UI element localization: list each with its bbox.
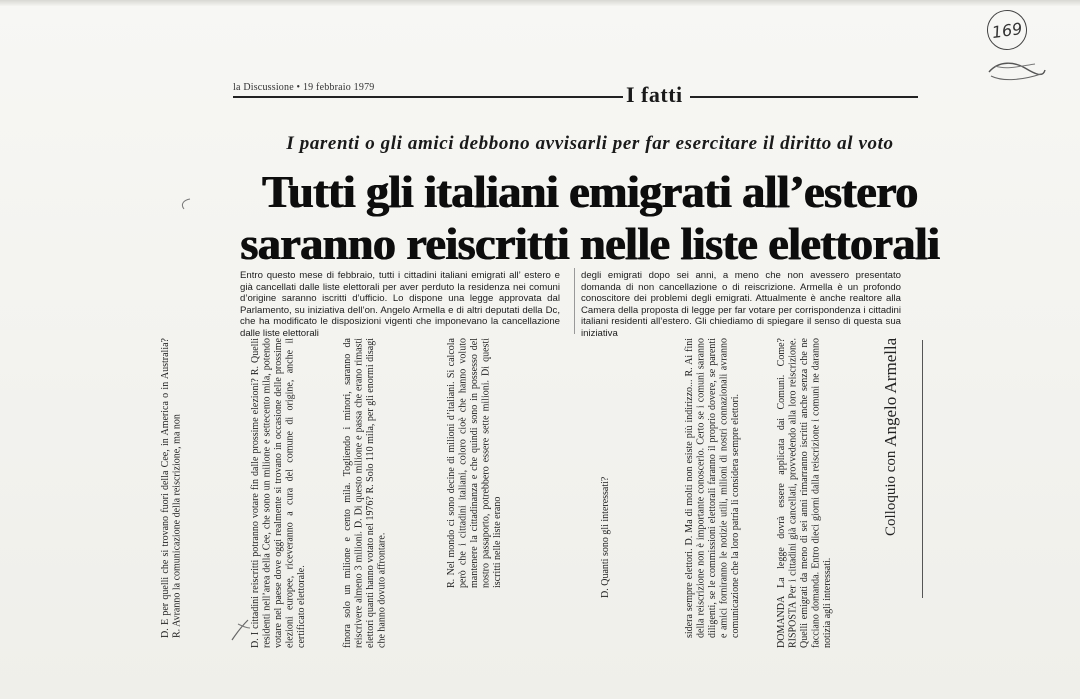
masthead-rule-left <box>233 96 623 98</box>
publication-dateline: la Discussione • 19 febbraio 1979 <box>233 82 375 93</box>
interview-prefix: Colloquio con <box>883 450 899 537</box>
article-kicker: I parenti o gli amici debbono avvisarli per far esercitare il diritto al voto <box>286 133 894 154</box>
interview-column-5: D. Quanti sono gli interessati? <box>600 476 611 598</box>
interview-column-6: sidera sempre elettori. D. Ma di molti non esiste più indirizzo... R. Ai fini della reiscrizione non è importante conoscerlo. Certo se i comuni saranno diligenti, se le commissioni elettorali faranno il proprio dovere, se parenti e amici forniranno le notizie utili, milioni di nostri connazionali avranno comunicazione che la loro patria li considera sempre elettori. <box>684 338 741 638</box>
headline-line-2: saranno reiscritti nelle liste elettorali <box>240 218 940 269</box>
interview-column-4: R. Nel mondo ci sono decine di milioni d’italiani. Si calcola però che i cittadini italiani, coloro cioè che hanno voluto mantenere la cittadinanza e che quindi sono in possesso del nostro passaporto, potrebbero essere sette milioni. Di questi iscritti nelle liste erano <box>446 338 503 588</box>
interview-byline-rule <box>922 340 923 598</box>
handwritten-scribble-icon <box>985 56 1049 86</box>
interview-column-7: DOMANDA La legge dovrà essere applicata dai Comuni. Come? RISPOSTA Per i cittadini già cancellati, provvedendo alla loro reiscrizione. Quelli emigrati da meno di sei anni rimarranno iscritti anche senza che ne facciano domanda. Entro dieci giorni dalla reiscrizione i comuni ne daranno notizia agli interessati. <box>776 338 833 648</box>
lead-paragraph-right: degli emigrati dopo sei anni, a meno che non avessero presentato domanda di non cancellazione o di reiscrizione. Armella è un profondo conoscitore dei problemi degli emigrati. Attualmente è anche realtore alla Camera della proposta di legge per far votare per corrispondenza i cittadini italiani residenti all’estero. Gli chiediamo di spiegare il senso di questa sua iniziativa <box>581 270 901 339</box>
interview-byline <box>882 338 916 596</box>
interview-column-2: D. I cittadini reiscritti potranno votare fin dalle prossime elezioni? R. Quelli residenti nell’area della Cee, che sono un milione e settecento mila, potendo votare nel paese dove oggi realmente si trovano in occasione delle prossime elezioni europee, riceveranno a cura del comune di origine, anche il certificato elettorale. <box>250 338 307 648</box>
lead-column-divider <box>574 268 575 334</box>
pen-stroke-icon <box>228 616 252 644</box>
section-title: I fatti <box>626 82 683 107</box>
interviewee-name: Angelo Armella <box>881 338 900 448</box>
masthead-rule-right <box>690 96 918 98</box>
article-headline <box>150 166 1030 270</box>
margin-pen-mark-icon <box>178 198 192 210</box>
headline-line-1: Tutti gli italiani emigrati all’estero <box>262 166 918 217</box>
lead-paragraph-left: Entro questo mese di febbraio, tutti i cittadini italiani emigrati all’ estero e già cancellati dalle liste elettorali per aver perduto la residenza nei comuni d’origine saranno iscritti d’ufficio. Lo dispone una legge approvata dal Parlamento, su iniziativa dell’on. Angelo Armella e di altri deputati della Dc, che ha modificato le disposizioni vigenti che imponevano la cancellazione dalle liste elettorali <box>240 270 560 339</box>
archive-number: 169 <box>990 18 1024 42</box>
interview-column-3: finora solo un milione e cento mila. Togliendo i minori, saranno da reiscrivere almeno 3 milioni. D. Di questo milione e passa che erano rimasti elettori quanti hanno votato nel 1976? R. Solo 110 mila, per gli enormi disagi che hanno dovuto affrontare. <box>342 338 388 648</box>
archive-number-stamp <box>984 7 1029 52</box>
interview-column-1: D. E per quelli che si trovano fuori della Cee, in America o in Australia? R. Avranno la comunicazione della reiscrizione, ma non <box>160 338 183 638</box>
scan-edge <box>0 0 1080 6</box>
